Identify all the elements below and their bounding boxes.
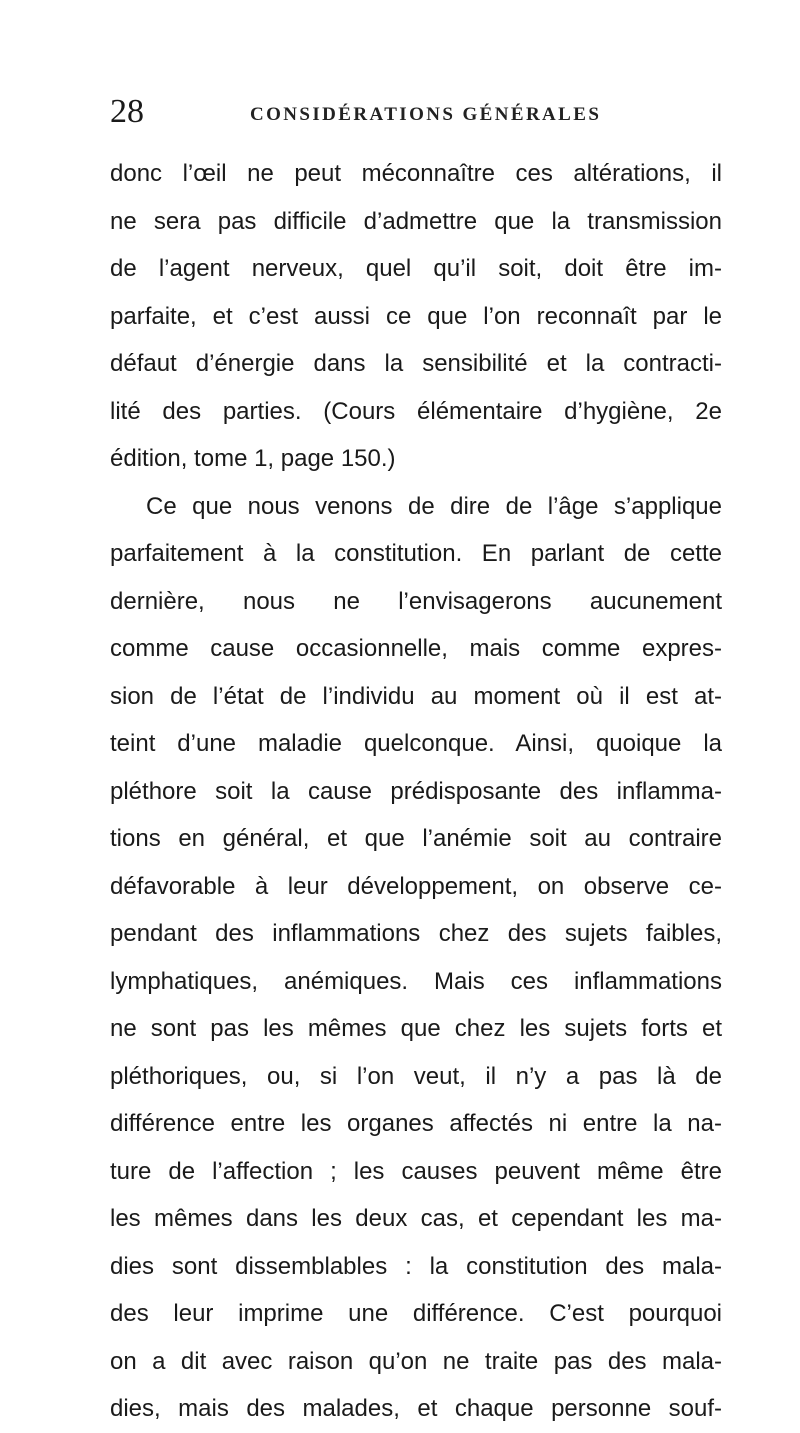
text-line: les mêmes dans les deux cas, et cependant les ma-: [110, 1205, 722, 1232]
text-line: comme cause occasionnelle, mais comme expres-: [110, 635, 722, 662]
text-line: de l’agent nerveux, quel qu’il soit, doit être im-: [110, 255, 722, 282]
text-line: parfaite, et c’est aussi ce que l’on reconnaît par le: [110, 302, 722, 330]
text-line: défaut d’énergie dans la sensibilité et la contracti-: [110, 350, 722, 377]
text-line: ne sont pas les mêmes que chez les sujets forts et: [110, 1015, 722, 1042]
text-line: dies sont dissemblables : la constitution des mala-: [110, 1252, 722, 1280]
text-line: lymphatiques, anémiques. Mais ces inflammations: [110, 967, 722, 995]
text-line: ne sera pas difficile d’admettre que la transmission: [110, 207, 722, 235]
text-line: ture de l’affection ; les causes peuvent même être: [110, 1157, 722, 1185]
text-line: défavorable à leur développement, on observe ce-: [110, 872, 722, 900]
text-line: dernière, nous ne l’envisagerons aucunement: [110, 587, 722, 615]
text-line: des leur imprime une différence. C’est pourquoi: [110, 1300, 722, 1327]
text-line: édition, tome 1, page 150.): [110, 445, 396, 472]
body-text: [110, 150, 722, 1433]
text-line: on a dit avec raison qu’on ne traite pas des mala-: [110, 1347, 722, 1375]
text-line: teint d’une maladie quelconque. Ainsi, quoique la: [110, 730, 722, 757]
text-line: dies, mais des malades, et chaque personne souf-: [110, 1395, 722, 1422]
text-line: pléthore soit la cause prédisposante des inflamma-: [110, 777, 722, 805]
running-header: [110, 92, 710, 138]
page-number: 28: [110, 93, 144, 130]
text-line: pléthoriques, ou, si l’on veut, il n’y a pas là de: [110, 1062, 722, 1090]
text-line: lité des parties. (Cours élémentaire d’hygiène, 2e: [110, 397, 722, 425]
running-title: CONSIDÉRATIONS GÉNÉRALES: [250, 104, 602, 125]
text-line: parfaitement à la constitution. En parlant de cette: [110, 540, 722, 567]
text-line: donc l’œil ne peut méconnaître ces altérations, il: [110, 160, 722, 187]
text-line: tions en général, et que l’anémie soit au contraire: [110, 825, 722, 852]
text-line: sion de l’état de l’individu au moment où il est at-: [110, 682, 722, 710]
text-line: différence entre les organes affectés ni entre la na-: [110, 1110, 722, 1137]
text-line: pendant des inflammations chez des sujets faibles,: [110, 920, 722, 947]
text-line: Ce que nous venons de dire de l’âge s’applique: [146, 492, 722, 520]
